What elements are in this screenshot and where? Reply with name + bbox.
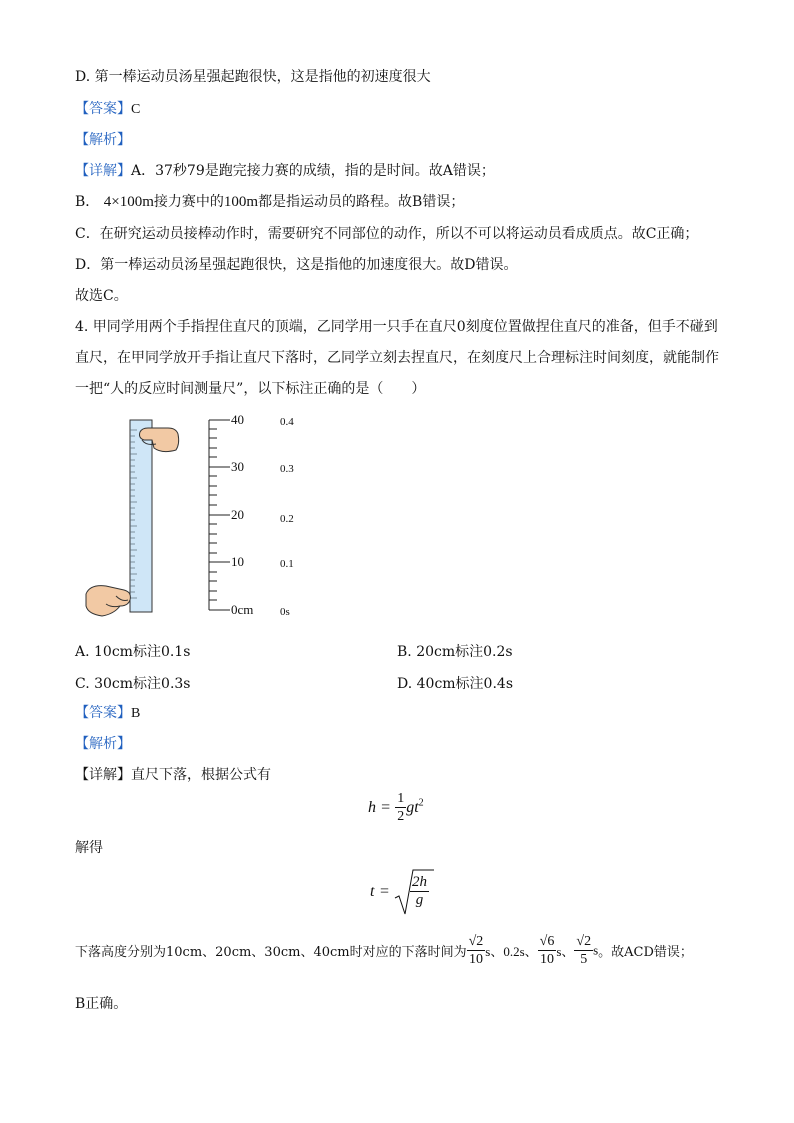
cm-label-20: 20 [231, 507, 244, 522]
q4-stem-3: 一把“人的反应时间测量尺”，以下标注正确的是（ ） [75, 381, 426, 397]
option-d-prev: D. 第一棒运动员汤星强起跑很快，这是指他的初速度很大 [75, 69, 431, 85]
detail-tag-q4: 【详解】 [75, 767, 131, 783]
detail-intro: 直尺下落，根据公式有 [131, 767, 271, 783]
result-suffix: 。故ACD错误； [598, 945, 693, 960]
formula-t-eq: = [380, 883, 390, 900]
formula-t-num: 2h [412, 874, 427, 890]
ruler-figure [80, 410, 320, 625]
formula-h-lhs: h [368, 799, 376, 816]
formula-h [368, 790, 424, 825]
q4-stem-2: 直尺，在甲同学放开手指让直尺下落时，乙同学立刻去捏直尺，在刻度尺上合理标注时间刻度，就能制作 [75, 350, 719, 366]
formula-h-num: 1 [397, 791, 405, 806]
s-label-04: 0.4 [280, 416, 294, 428]
detail-a-line [75, 162, 495, 180]
conclusion-line: 故选C。 [75, 288, 128, 304]
analysis-tag-line-q4 [75, 735, 131, 753]
answer-line-q4 [75, 704, 140, 723]
formula-h-den: 2 [397, 809, 405, 824]
formula-h-frac [395, 790, 406, 825]
detail-c-line: C．在研究运动员接棒动作时，需要研究不同部位的动作，所以不可以将运动员看成质点。故C正确； [75, 226, 699, 242]
result-frac-1-den: 10 [468, 952, 483, 967]
cm-label-0: 0cm [231, 602, 254, 617]
s-label-02: 0.2 [280, 513, 294, 525]
result-unit-1: s、0.2s、 [485, 944, 538, 959]
result-frac-2-den: 10 [540, 952, 555, 967]
detail-b-line [75, 193, 464, 211]
detail-tag: 【详解】 [75, 163, 131, 179]
bottom-hand [86, 586, 130, 616]
option-b: B. 20cm标注0.2s [397, 644, 513, 660]
result-frac-3 [574, 933, 593, 968]
answer-tag: 【答案】 [75, 101, 131, 117]
result-frac-2-num: √6 [539, 934, 555, 949]
analysis-tag: 【解析】 [75, 132, 131, 148]
option-a: A. 10cm标注0.1s [75, 644, 191, 660]
detail-b-math: 4×100m [103, 194, 154, 210]
answer-value-q4: B [131, 706, 141, 721]
detail-line-q4 [75, 766, 271, 784]
analysis-tag-prev [75, 131, 131, 149]
q4-stem-1: 4. 甲同学用两个手指捏住直尺的顶端，乙同学用一只手在直尺0刻度位置做捏住直尺的准备，但手不碰到 [75, 319, 718, 335]
option-c: C. 30cm标注0.3s [75, 676, 191, 692]
formula-t-frac [410, 874, 429, 909]
solve-line: 解得 [75, 840, 103, 856]
formula-t-lhs: t [370, 883, 375, 900]
result-frac-2 [538, 933, 557, 968]
formula-t-den: g [415, 892, 424, 908]
result-frac-1 [467, 933, 486, 968]
formula-h-eq: = [381, 799, 391, 816]
detail-b-math2: 100m [223, 194, 259, 210]
formula-h-sup: 2 [418, 797, 424, 809]
detail-d-line: D．第一棒运动员汤星强起跑很快，这是指他的加速度很大。故D错误。 [75, 257, 518, 273]
option-d: D. 40cm标注0.4s [397, 676, 514, 692]
result-frac-3-num: √2 [576, 934, 592, 949]
cm-label-30: 30 [231, 459, 244, 474]
result-frac-3-den: 5 [580, 952, 588, 967]
result-frac-1-num: √2 [468, 934, 484, 949]
result-unit-3: s [593, 942, 599, 958]
result-line [75, 933, 693, 968]
s-label-03: 0.3 [280, 463, 294, 475]
s-label-0: 0s [280, 606, 290, 618]
analysis-tag-q4: 【解析】 [75, 736, 131, 752]
scale-ticks [209, 420, 230, 610]
detail-b-prefix: B． [75, 194, 100, 210]
s-label-01: 0.1 [280, 558, 294, 570]
detail-b-mid: 接力赛中的 [153, 194, 224, 210]
ruler [130, 420, 152, 612]
result-unit-2: s、 [556, 944, 575, 959]
result-prefix: 下落高度分别为10cm、20cm、30cm、40cm时对应的下落时间为 [75, 945, 467, 960]
answer-line-prev [75, 100, 140, 119]
detail-a-text: A．37秒79是跑完接力赛的成绩，指的是时间。故A错误； [131, 163, 495, 179]
final-line: B正确。 [75, 996, 128, 1012]
answer-value: C [131, 102, 141, 117]
formula-h-rhs: gt [406, 799, 419, 816]
cm-label-40: 40 [231, 412, 244, 427]
detail-b-suffix: 都是指运动员的路程。故B错误； [258, 194, 465, 210]
answer-tag-q4: 【答案】 [75, 705, 131, 721]
cm-label-10: 10 [231, 554, 244, 569]
